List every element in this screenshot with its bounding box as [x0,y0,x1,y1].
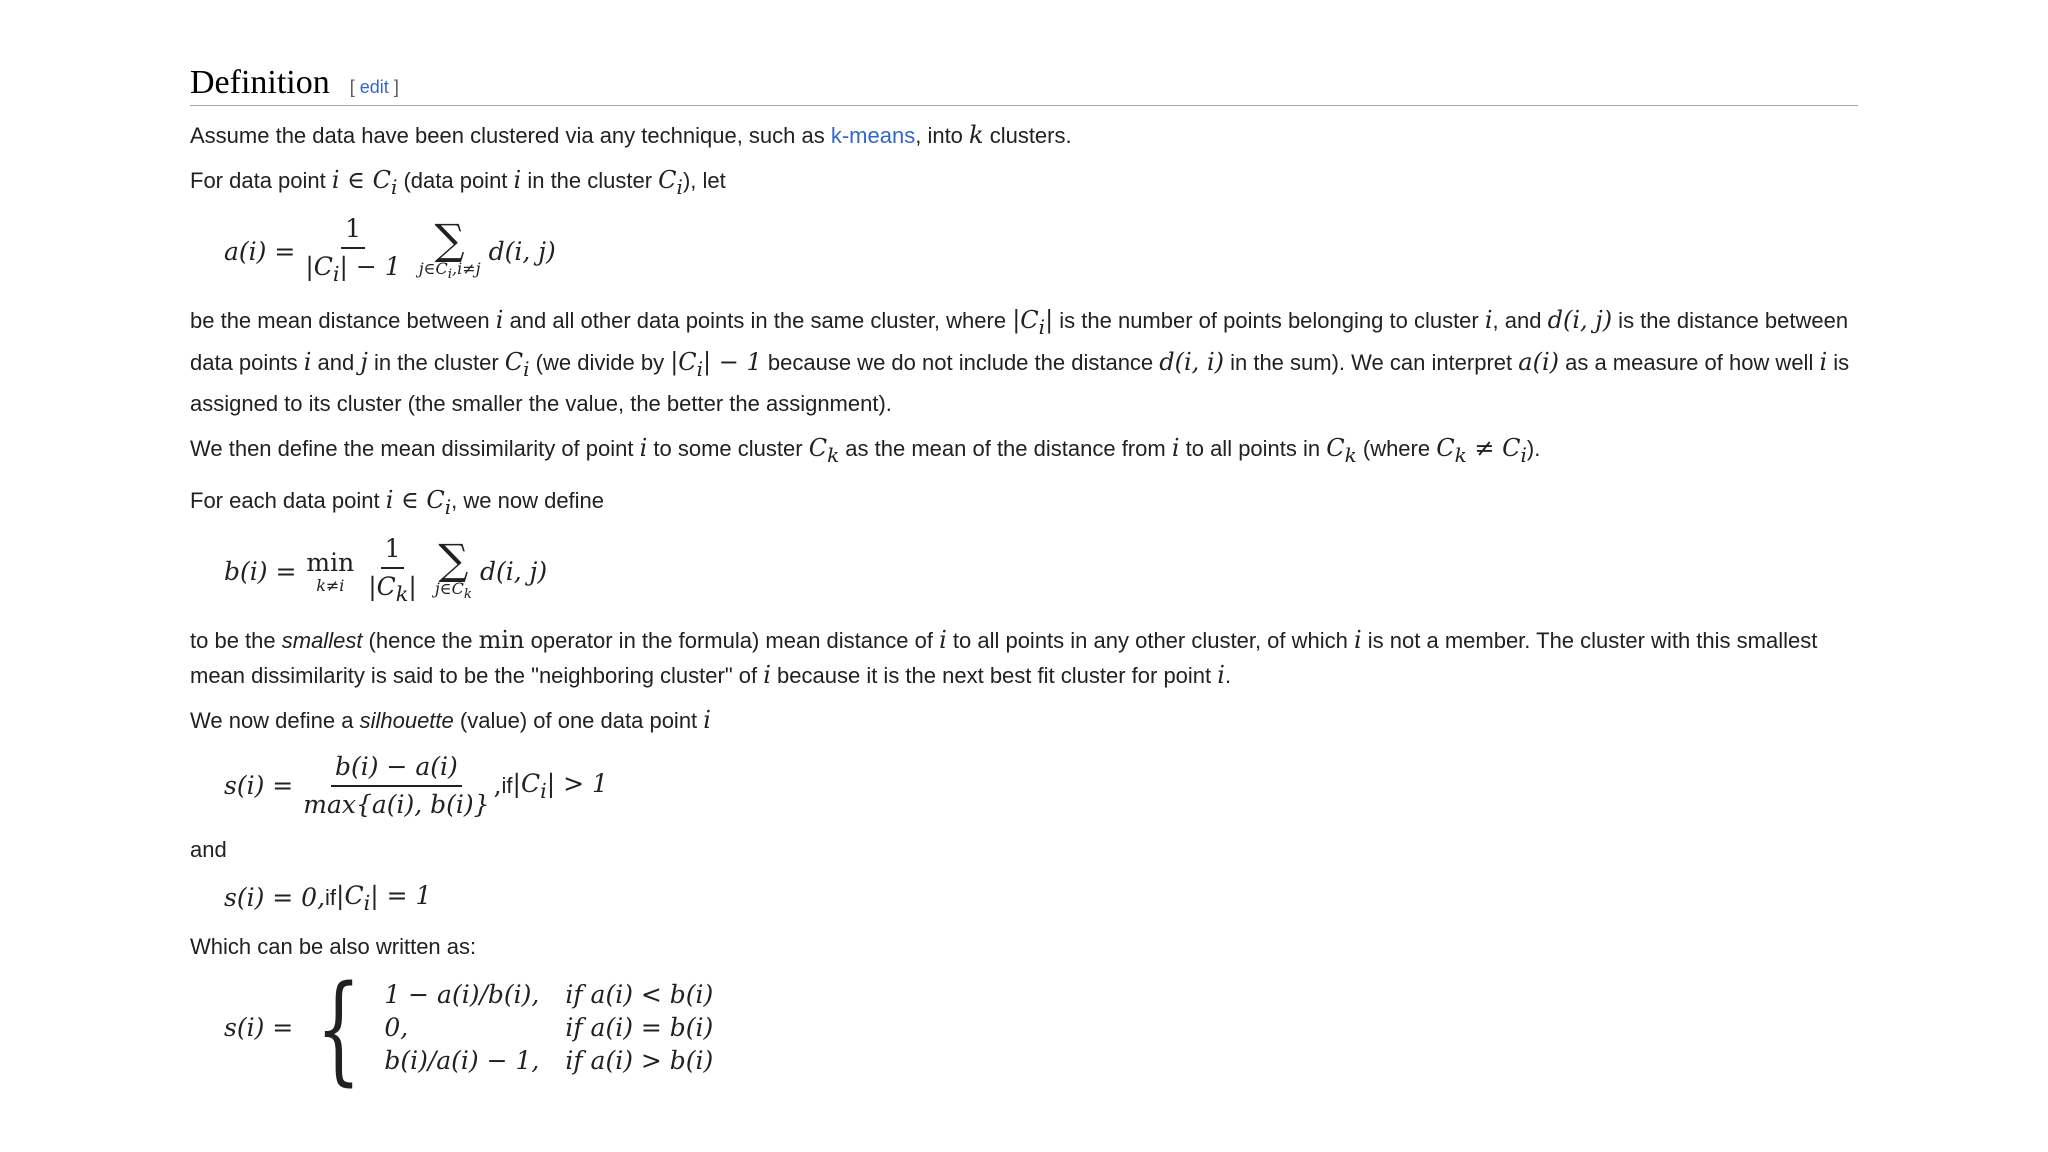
condition [336,881,431,915]
case-cond: if a(i) > b(i) [565,1046,714,1076]
case-row [384,1044,725,1077]
text: , we now define [451,488,605,514]
math: d(i, i) [1159,347,1224,376]
math-sub: k [1454,443,1467,468]
math: i [639,434,648,463]
text: is not a member. The cluster with this smallest mean dissimilarity is said to be the "neighboring cluster" of [190,627,1818,688]
text: to all points in any other cluster, of which [946,627,1354,653]
math: i [1171,434,1180,463]
denominator: max{a(i), b(i)} [303,789,490,819]
if-text: if [501,772,513,798]
denominator [364,569,421,612]
math-i-in-ci [331,166,398,199]
sub-text-2: ,i≠j [452,258,481,278]
text: is assigned to its cluster (the smaller the value, the better the assignment). [190,349,1850,417]
text: to be the [190,627,282,653]
sub-text: j∈C [434,578,464,598]
cond-sub: i [540,778,547,803]
math-text: | [1045,305,1054,334]
math-text: C [658,166,677,194]
math-sub: k [1344,443,1357,468]
text: ), let [682,168,726,193]
den-text-2: | − 1 [339,252,401,282]
eq-lhs: b(i) = [224,557,297,587]
sub-text: j∈C [418,258,448,278]
sigma-icon: ∑ [438,534,469,584]
math [385,486,452,519]
text: is the number of points belonging to cluster [1053,307,1485,333]
eq-lhs: a(i) = [224,237,296,267]
case-row [384,978,725,1011]
eq-lhs: s(i) = 0, [224,883,326,913]
paragraph-data-point [190,163,1858,205]
math [504,347,530,381]
math-sub: i [523,356,530,381]
section-heading: Definition [190,64,330,101]
equation-a [224,215,1858,289]
math-text: i ∈ C [331,166,391,194]
cond-text: |C [336,880,364,910]
cond-sub: i [363,890,371,915]
math: i [1217,660,1225,689]
case-cond: if a(i) < b(i) [565,980,714,1010]
left-brace-icon: { [316,958,362,1097]
case-expr: b(i)/a(i) − 1, [384,1046,540,1076]
text: . [1224,662,1232,688]
sum-subscript [435,580,472,604]
emphasis: smallest [281,627,363,653]
eq-rhs: d(i, j) [479,557,548,587]
text: as the mean of the distance from [839,436,1172,462]
text: , and [1492,307,1548,333]
cond-text: |C [512,768,541,798]
text: is the distance between data points [190,307,1849,375]
cond-text-2: | = 1 [370,880,432,910]
text: operator in the formula) mean distance of [524,627,940,653]
math: j [360,347,368,376]
case-row [384,1011,725,1044]
eq-rhs: d(i, j) [488,237,556,267]
sum-subscript [419,260,481,284]
math: a(i) [1518,347,1559,376]
k-means-link[interactable]: k-means [830,123,916,148]
min-label: min [306,548,355,578]
den-sub: k [395,582,409,607]
text: clusters. [983,123,1072,148]
numerator: b(i) − a(i) [331,749,462,787]
edit-section [350,77,399,98]
sum-operator [418,214,481,284]
min-operator [306,548,354,595]
case-cond: if a(i) = b(i) [565,1013,714,1043]
paragraph-written-as [190,929,1858,964]
text: to all points in [1179,436,1327,462]
numerator: 1 [341,211,365,249]
edit-bracket-open: [ [349,77,360,97]
math-text: C [504,347,524,376]
math-sub: i [1038,314,1046,339]
paragraph-dissimilarity [190,431,1858,473]
sum-operator [434,534,472,604]
math-k: k [969,121,984,149]
fraction [364,531,421,612]
math-text: |C [670,347,697,376]
paragraph-and [190,832,1858,867]
math-sub: k [827,443,840,468]
text: For data point [190,168,332,193]
eq-lhs: s(i) = [224,771,294,801]
paragraph-mean-distance [190,303,1858,422]
math: i [303,347,312,376]
text: (we divide by [529,349,671,375]
text: For each data point [190,488,386,514]
article-content [190,64,1858,1097]
fraction [301,211,404,292]
equation-s [224,748,1858,824]
numerator: 1 [381,531,405,569]
text: (hence the [362,627,479,653]
equation-b [224,535,1858,609]
math-text: ≠ C [1466,434,1521,463]
cond-text-2: | > 1 [546,768,608,798]
condition [513,769,608,803]
paragraph-each-point [190,483,1858,525]
text: Which can be also written as: [190,933,477,959]
math-sub: i [390,174,398,199]
text: ). [1526,436,1541,462]
math-text: C [808,434,828,463]
math: i [495,305,504,334]
den-text: |C [305,252,333,282]
equation-s-zero [224,877,1858,919]
text: because we do not include the distance [761,349,1160,375]
math [1326,434,1357,468]
eq-lhs: s(i) = [224,1013,294,1043]
case-expr: 0, [384,1013,409,1043]
text: We then define the mean dissimilarity of point [190,436,640,462]
denominator [301,249,404,292]
math-text: i ∈ C [385,486,445,515]
text: and [190,836,227,862]
math-text: C [1326,434,1345,463]
math-sub: i [696,356,704,381]
case-expr: 1 − a(i)/b(i), [384,980,540,1010]
text: (data point [397,168,514,193]
text: in the cluster [521,168,659,193]
text: in the sum). We can interpret [1223,349,1519,375]
sub-sub: i [447,266,453,282]
text: (value) of one data point [453,707,704,733]
math-sub: i [444,494,452,519]
math: i [1484,305,1493,334]
math-text: | − 1 [703,347,762,376]
sigma-icon: ∑ [434,214,465,264]
math-text: C [1436,434,1455,463]
text: and all other data points in the same cluster, where [503,307,1013,333]
emphasis: silhouette [359,707,454,733]
math [1436,434,1527,468]
min-subscript: k≠i [316,576,345,596]
text: be the mean distance between [190,307,496,333]
text: We now define a [190,707,360,733]
paragraph-smallest [190,623,1858,693]
text: and [311,349,361,375]
math: i [763,660,771,689]
math-sub: i [1520,443,1527,468]
math-ci [658,166,683,199]
math: d(i, j) [1547,305,1613,334]
if-text: if [325,884,337,910]
math: i [703,705,711,734]
text: to some cluster [647,436,809,462]
cases-table [384,978,725,1077]
comma: , [493,771,502,801]
den-sub: i [332,262,340,287]
text: because it is the next best fit cluster for point [770,662,1218,688]
paragraph-intro [190,118,1858,153]
math-i: i [513,166,522,194]
math: i [1353,625,1362,654]
math-text: |C [1012,305,1039,334]
text: Assume the data have been clustered via any technique, such as [190,123,831,148]
den-text-2: | [408,572,417,602]
section-heading-row [190,64,1858,106]
text: in the cluster [367,349,505,375]
paragraph-silhouette [190,703,1858,738]
math: i [939,625,947,654]
math-sub: i [676,174,683,199]
math [808,434,840,468]
text: as a measure of how well [1558,349,1820,375]
math: i [1819,347,1828,376]
math: min [478,625,525,654]
sub-sub: k [463,587,472,603]
fraction [299,749,493,823]
math [1012,305,1054,339]
text: , into [915,123,970,148]
math [670,347,762,381]
equation-cases [224,958,1858,1097]
den-text: |C [368,572,396,602]
text: (where [1356,436,1437,462]
edit-bracket-close: ] [388,77,399,97]
edit-link[interactable]: edit [359,77,389,97]
